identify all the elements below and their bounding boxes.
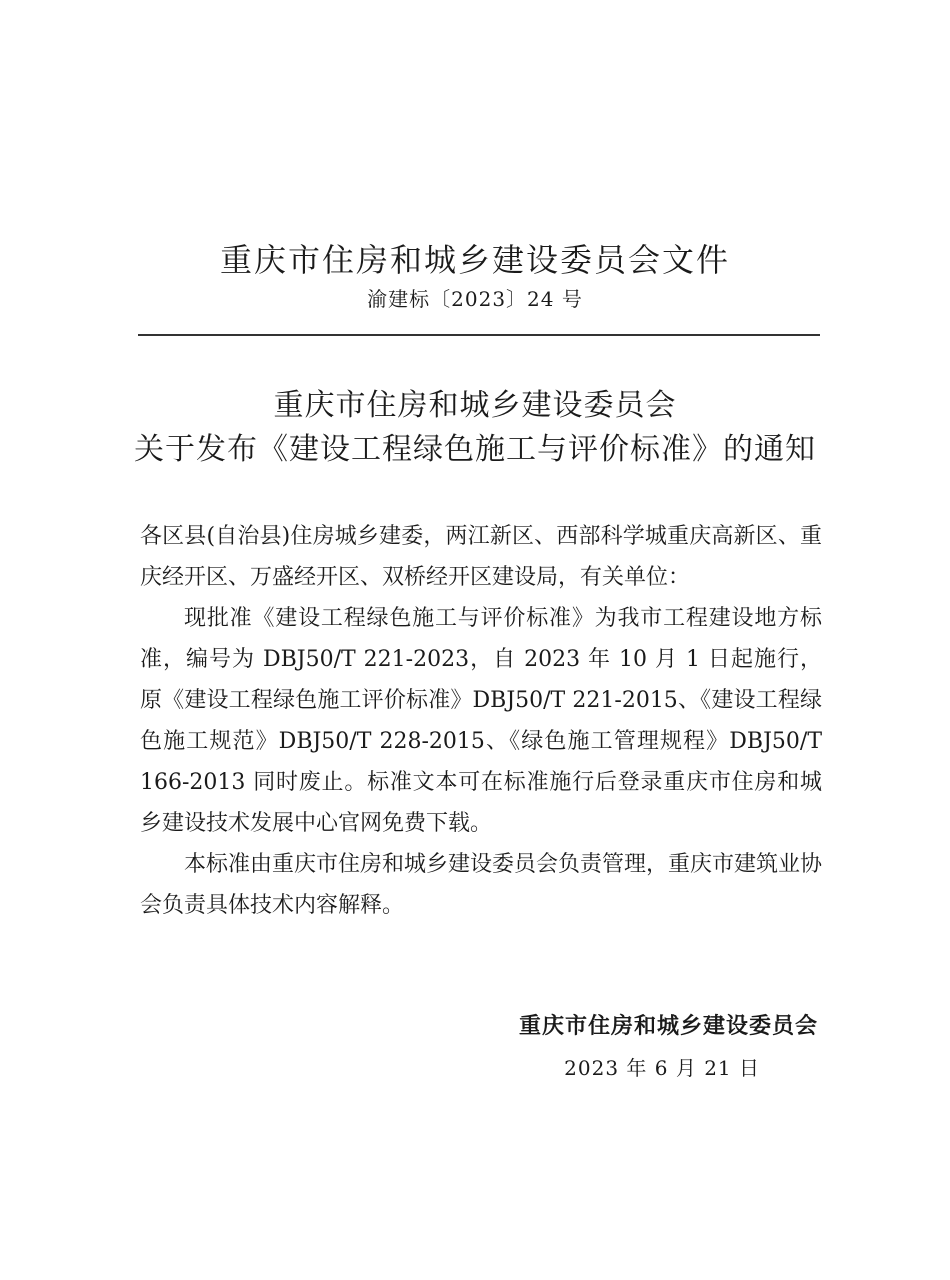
header-divider [138, 334, 820, 336]
approval-paragraph: 现批准《建设工程绿色施工与评价标准》为我市工程建设地方标准，编号为 DBJ50/T 221-2023，自 2023 年 10 月 1 日起施行，原《建设工程绿色施工评价标准》DBJ50/T 221-2015、《建设工程绿色施工规范》DBJ50/T 228-2015、《绿色施工管理规程》DBJ50/T 166-2013 同时废止。标准文本可在标准施行后登录重庆市住房和城乡建设技术发展中心官网免费下载。 [140, 606, 822, 836]
notice-title-line2: 关于发布《建设工程绿色施工与评价标准》的通知 [134, 432, 816, 467]
signature-date: 2023 年 6 月 21 日 [564, 1056, 760, 1080]
notice-title-line1: 重庆市住房和城乡建设委员会 [273, 388, 677, 423]
notice-body [140, 516, 822, 926]
management-paragraph: 本标准由重庆市住房和城乡建设委员会负责管理，重庆市建筑业协会负责具体技术内容解释。 [140, 852, 823, 918]
signature-organization: 重庆市住房和城乡建设委员会 [518, 1013, 818, 1039]
document-number: 渝建标〔2023〕24 号 [367, 287, 583, 311]
addressee-paragraph: 各区县(自治县)住房城乡建委，两江新区、西部科学城重庆高新区、重庆经开区、万盛经开区、双桥经开区建设局，有关单位： [140, 524, 822, 590]
document-header-title: 重庆市住房和城乡建设委员会文件 [219, 241, 730, 279]
